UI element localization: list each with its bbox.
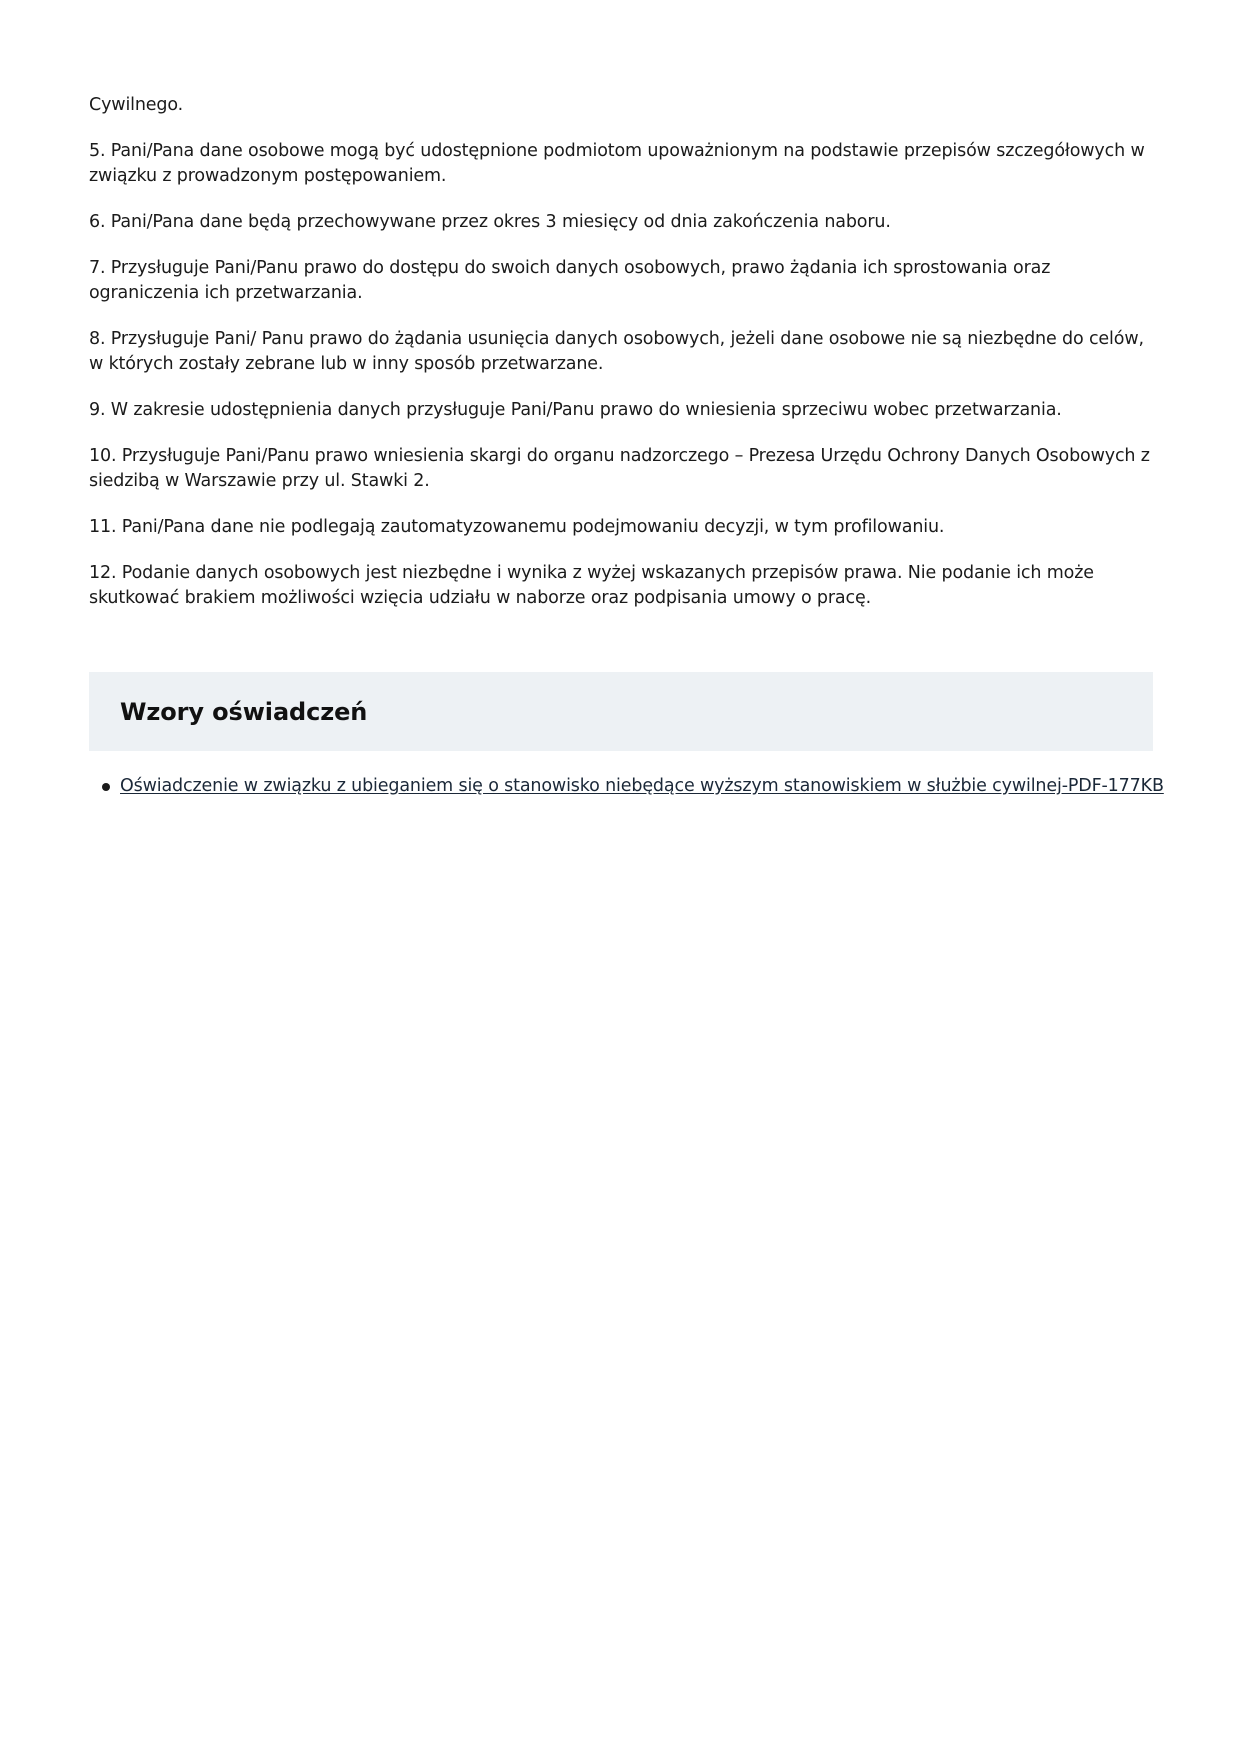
attachments-list — [89, 774, 1189, 799]
paragraph-9: 9. W zakresie udostępnienia danych przysługuje Pani/Panu prawo do wniesienia sprzeciwu wobec przetwarzania. — [89, 400, 1062, 420]
list-item — [89, 774, 1189, 799]
paragraph-6: 6. Pani/Pana dane będą przechowywane przez okres 3 miesięcy od dnia zakończenia naboru. — [89, 212, 891, 232]
paragraph-5: 5. Pani/Pana dane osobowe mogą być udostępnione podmiotom upoważnionym na podstawie przepisów szczegółowych w związku z prowadzonym postępowaniem. — [89, 141, 1145, 186]
paragraph-12: 12. Podanie danych osobowych jest niezbędne i wynika z wyżej wskazanych przepisów prawa. Nie podanie ich może skutkować brakiem możliwości wzięcia udziału w naborze oraz podpisania umowy o pracę. — [89, 563, 1094, 608]
paragraph-11: 11. Pani/Pana dane nie podlegają zautomatyzowanemu podejmowaniu decyzji, w tym profilowaniu. — [89, 517, 945, 537]
section-header-box — [89, 672, 1153, 751]
document-body — [89, 93, 1153, 632]
section-title: Wzory oświadczeń — [120, 697, 368, 726]
paragraph-8: 8. Przysługuje Pani/ Panu prawo do żądania usunięcia danych osobowych, jeżeli dane osobowe nie są niezbędne do celów, w których zostały zebrane lub w inny sposób przetwarzane. — [89, 329, 1144, 374]
paragraph-continuation: Cywilnego. — [89, 95, 184, 115]
bullet-icon — [102, 783, 110, 791]
attachment-download-link[interactable]: Oświadczenie w związku z ubieganiem się o stanowisko niebędące wyższym stanowiskiem w służbie cywilnej-PDF-177KB — [120, 776, 1164, 796]
paragraph-10: 10. Przysługuje Pani/Panu prawo wniesienia skargi do organu nadzorczego – Prezesa Urzędu Ochrony Danych Osobowych z siedzibą w Warszawie przy ul. Stawki 2. — [89, 446, 1150, 491]
paragraph-7: 7. Przysługuje Pani/Panu prawo do dostępu do swoich danych osobowych, prawo żądania ich sprostowania oraz ograniczenia ich przetwarzania. — [89, 258, 1051, 303]
